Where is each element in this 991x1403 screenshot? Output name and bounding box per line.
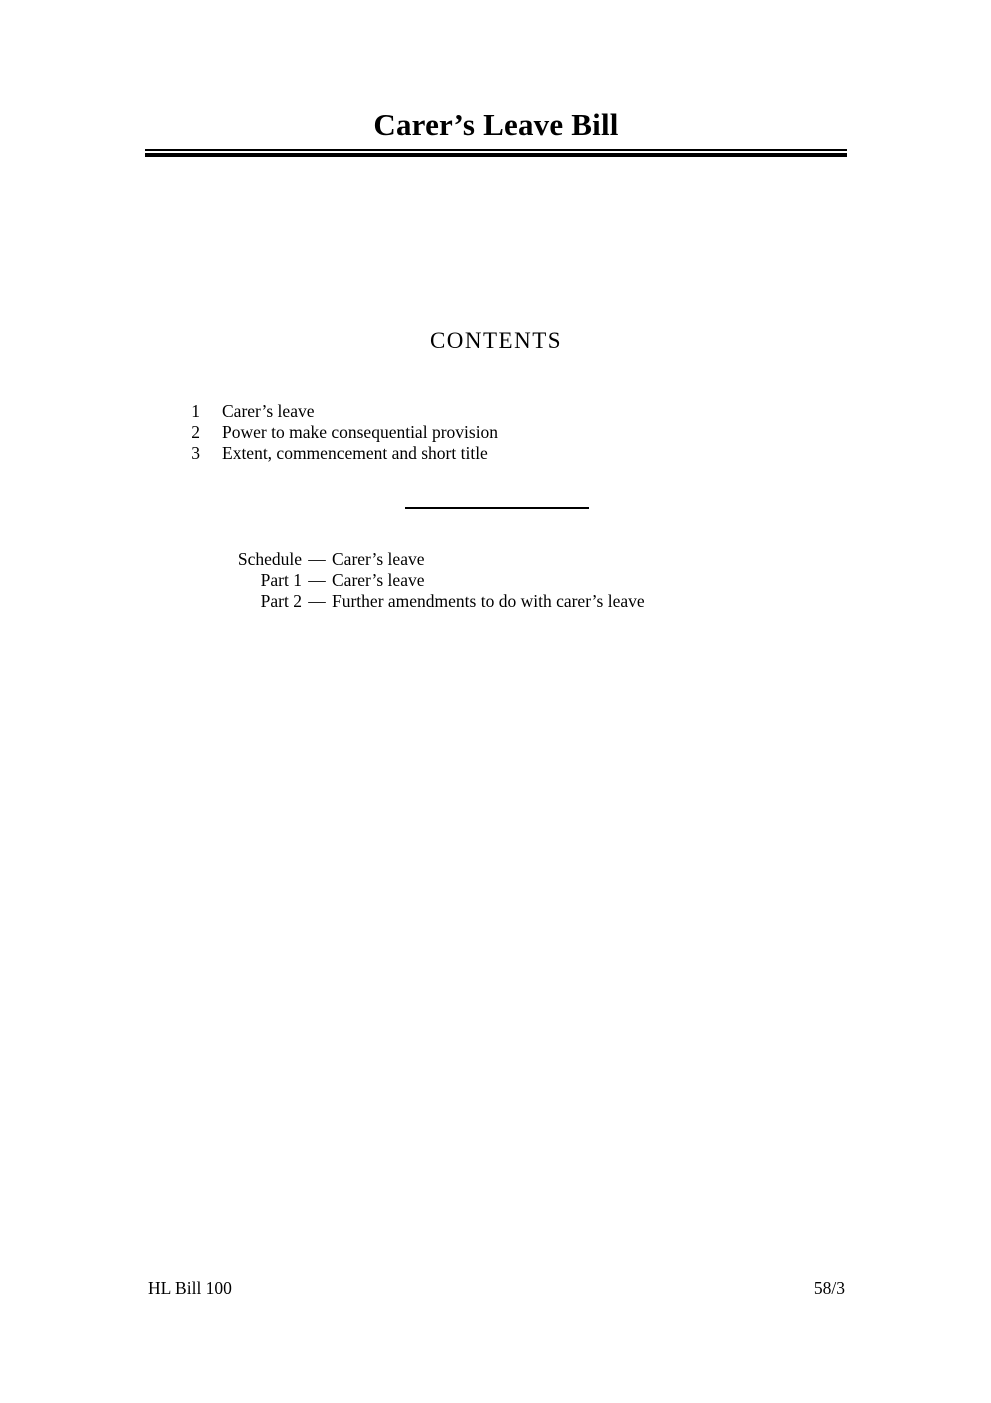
- schedule-row: [148, 549, 848, 570]
- page-footer: [148, 1278, 845, 1299]
- contents-heading: CONTENTS: [429, 328, 563, 353]
- schedule-title: Carer’s leave: [332, 570, 425, 590]
- section-divider-line: [405, 507, 589, 509]
- schedule-label: Part 1: [260, 570, 302, 590]
- schedule-label: Part 2: [260, 591, 302, 611]
- footer-bill-number: HL Bill 100: [148, 1278, 232, 1298]
- clause-title: Extent, commencement and short title: [222, 443, 488, 463]
- schedule-dash: —: [308, 549, 326, 569]
- schedule-row: [148, 591, 848, 612]
- clause-row: [148, 422, 848, 443]
- clause-title: Power to make consequential provision: [222, 422, 499, 442]
- footer-session-number: 58/3: [813, 1278, 845, 1298]
- clause-row: [148, 401, 848, 422]
- clause-number: 3: [191, 443, 200, 463]
- clause-number: 1: [191, 401, 200, 421]
- title-double-rule: [145, 149, 847, 157]
- schedule-row: [148, 570, 848, 591]
- clause-row: [148, 443, 848, 464]
- schedule-dash: —: [308, 591, 326, 611]
- rule-thick-line: [145, 153, 847, 157]
- schedule-list: [148, 549, 848, 612]
- schedule-title: Carer’s leave: [332, 549, 425, 569]
- clause-title: Carer’s leave: [222, 401, 315, 421]
- schedule-label: Schedule: [237, 549, 302, 569]
- schedule-title: Further amendments to do with carer’s leave: [332, 591, 645, 611]
- clause-number: 2: [191, 422, 200, 442]
- page-title: Carer’s Leave Bill: [373, 107, 619, 142]
- clause-list: [148, 401, 848, 464]
- schedule-dash: —: [308, 570, 326, 590]
